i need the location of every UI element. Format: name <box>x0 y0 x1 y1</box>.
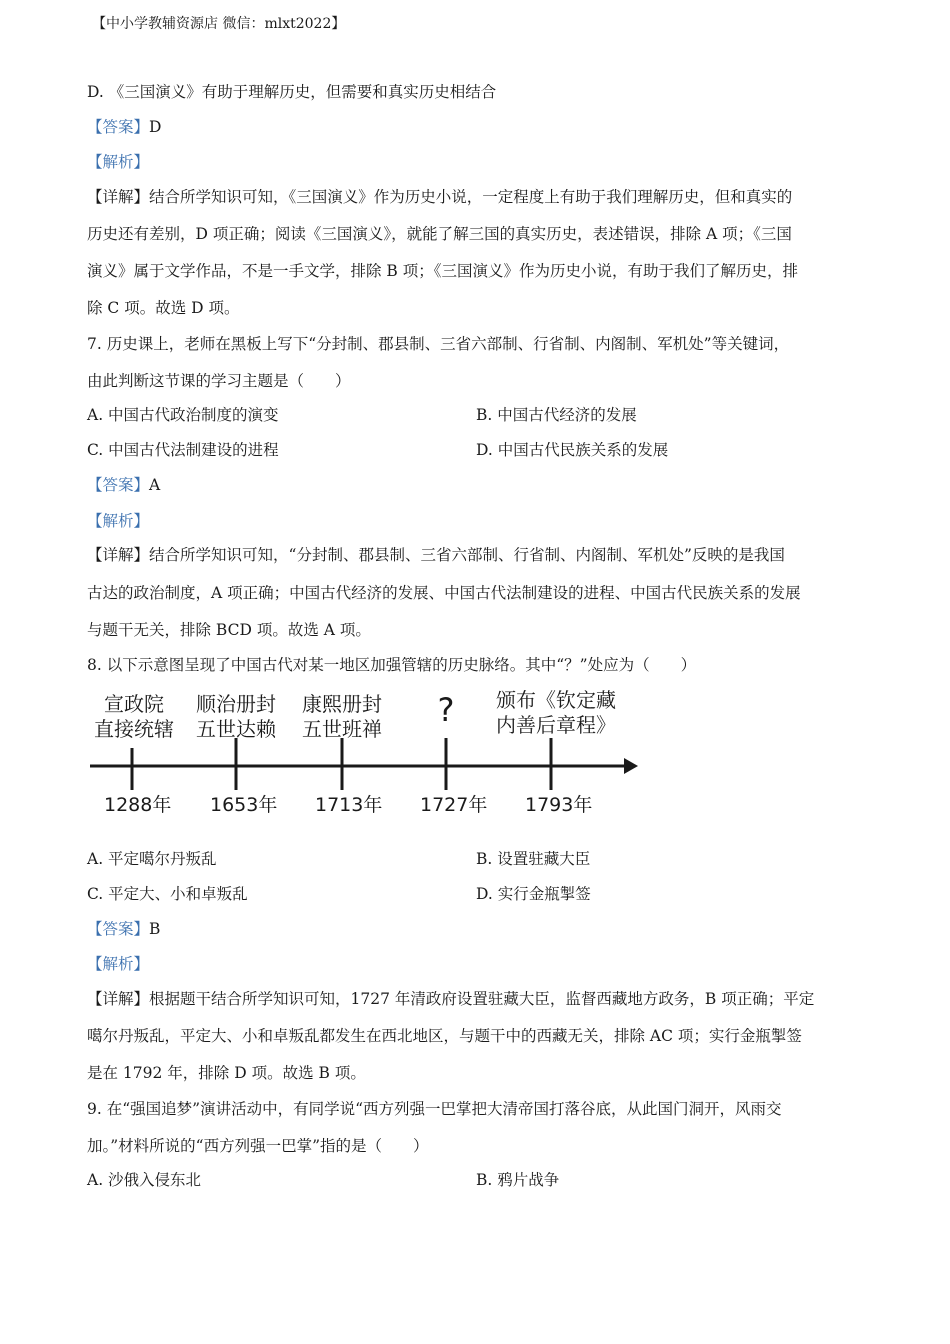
detail-label: 【详解】 <box>87 990 150 1008</box>
q8-option-c: C. 平定大、小和卓叛乱 <box>87 885 248 903</box>
answer-value: A <box>149 476 161 494</box>
q6-detail-line-1 <box>87 187 792 207</box>
q6-option-d: D. 《三国演义》有助于理解历史，但需要和真实历史相结合 <box>87 83 497 101</box>
q7-detail-line-2: 古达的政治制度，A 项正确；中国古代经济的发展、中国古代法制建设的进程、中国古代民族关系的发展 <box>87 584 801 602</box>
q6-detail-line-3: 演义》属于文学作品，不是一手文学，排除 B 项；《三国演义》作为历史小说，有助于我们了解历史，排 <box>87 262 798 280</box>
event-line-2: 五世达赖 <box>196 717 276 741</box>
q9-option-a: A. 沙俄入侵东北 <box>87 1171 202 1189</box>
q8-detail-line-2: 噶尔丹叛乱，平定大、小和卓叛乱都发生在西北地区，与题干中的西藏无关，排除 AC 项；实行金瓶掣签 <box>87 1027 802 1045</box>
answer-value: D <box>149 118 162 136</box>
q8-detail-line-3: 是在 1792 年，排除 D 项。故选 B 项。 <box>87 1064 366 1082</box>
event-line-2: 内善后章程》 <box>496 713 616 737</box>
timeline-year-1653: 1653年 <box>210 794 278 816</box>
q6-detail-line-2: 历史还有差别，D 项正确；阅读《三国演义》，就能了解三国的真实历史，表述错误，排除 A 项；《三国 <box>87 225 792 243</box>
detail-text: 结合所学知识可知，“分封制、郡县制、三省六部制、行省制、内阁制、军机处”反映的是我国 <box>149 546 785 564</box>
timeline-year-1288: 1288年 <box>104 794 172 816</box>
q8-detail-line-1 <box>87 989 814 1009</box>
timeline-year-1713: 1713年 <box>315 794 383 816</box>
event-line-1: 宣政院 <box>104 692 164 716</box>
event-line-1: 顺治册封 <box>196 692 276 716</box>
timeline-event-1793 <box>488 688 624 738</box>
q8-option-d: D. 实行金瓶掣签 <box>476 885 591 903</box>
event-line-1: 颁布《钦定藏 <box>496 688 616 712</box>
answer-label: 【答案】 <box>87 118 150 136</box>
page-header: 【中小学教辅资源店 微信：mlxt2022】 <box>92 16 346 32</box>
q7-option-b: B. 中国古代经济的发展 <box>476 406 637 424</box>
q9-stem-line-1: 9. 在“强国追梦”演讲活动中，有同学说“西方列强一巴掌把大清帝国打落谷底，从此国门洞开，风雨交 <box>87 1100 782 1118</box>
q8-option-a: A. 平定噶尔丹叛乱 <box>87 850 217 868</box>
event-line-2: 直接统辖 <box>94 717 174 741</box>
answer-value: B <box>149 920 161 938</box>
detail-text: 结合所学知识可知，《三国演义》作为历史小说，一定程度上有助于我们理解历史，但和真实的 <box>149 188 793 206</box>
timeline-event-1727-question-mark: ? <box>437 691 455 729</box>
timeline-event-1288 <box>90 692 178 742</box>
timeline-year-1793: 1793年 <box>525 794 593 816</box>
q9-stem-line-2: 加。”材料所说的“西方列强一巴掌”指的是（ ） <box>87 1137 429 1155</box>
q8-option-b: B. 设置驻藏大臣 <box>476 850 591 868</box>
timeline-year-1727: 1727年 <box>420 794 488 816</box>
q7-option-d: D. 中国古代民族关系的发展 <box>476 441 669 459</box>
q8-timeline-diagram <box>86 686 646 816</box>
detail-label: 【详解】 <box>87 188 150 206</box>
detail-label: 【详解】 <box>87 546 150 564</box>
q9-option-b: B. 鸦片战争 <box>476 1171 560 1189</box>
q6-analysis-label: 【解析】 <box>87 153 150 171</box>
q8-answer <box>87 919 160 939</box>
q7-option-a: A. 中国古代政治制度的演变 <box>87 406 279 424</box>
answer-label: 【答案】 <box>87 920 150 938</box>
q7-analysis-label: 【解析】 <box>87 512 150 530</box>
event-line-1: 康熙册封 <box>302 692 382 716</box>
q7-stem-line-1: 7. 历史课上，老师在黑板上写下“分封制、郡县制、三省六部制、行省制、内阁制、军机处”等关键词， <box>87 335 790 353</box>
q8-stem: 8. 以下示意图呈现了中国古代对某一地区加强管辖的历史脉络。其中“？”处应为（ ） <box>87 656 697 674</box>
q7-detail-line-1 <box>87 545 785 565</box>
event-line-2: 五世班禅 <box>302 717 382 741</box>
answer-label: 【答案】 <box>87 476 150 494</box>
q7-option-c: C. 中国古代法制建设的进程 <box>87 441 279 459</box>
timeline-arrow-head <box>624 758 638 774</box>
q6-detail-line-4: 除 C 项。故选 D 项。 <box>87 299 240 317</box>
q7-stem-line-2: 由此判断这节课的学习主题是（ ） <box>87 372 351 390</box>
q6-answer <box>87 117 161 137</box>
detail-text: 根据题干结合所学知识可知，1727 年清政府设置驻藏大臣，监督西藏地方政务，B 项正确；平定 <box>149 990 815 1008</box>
timeline-event-1713 <box>296 692 388 742</box>
q7-answer <box>87 475 160 495</box>
timeline-event-1653 <box>190 692 282 742</box>
q8-analysis-label: 【解析】 <box>87 955 150 973</box>
q7-detail-line-3: 与题干无关，排除 BCD 项。故选 A 项。 <box>87 621 371 639</box>
